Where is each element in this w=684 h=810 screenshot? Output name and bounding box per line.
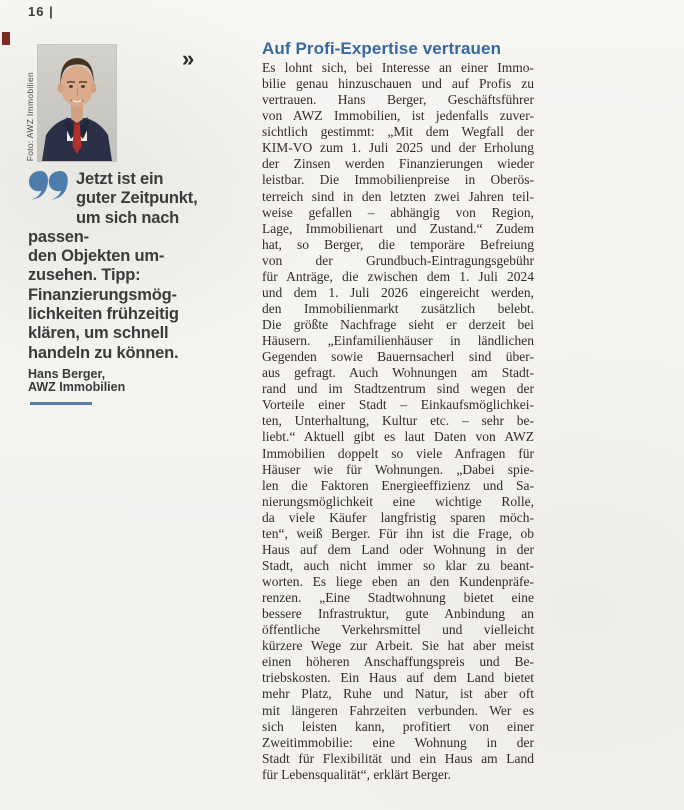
article-text-line: Vorteile einer Stadt – Einkaufsmöglichkei- [262,397,534,413]
article-text-line: Stadt, auch nicht immer so klar zu beant- [262,557,534,573]
portrait-photo [38,45,116,161]
photo-credit: Foto: AWZ Immobilien [25,71,35,161]
article-text-line: öffentliche Verkehrsmittel und vielleicht [262,622,534,638]
article-body [262,60,534,783]
article-text-line: Zweitimmobilie: eine Wohnung in der [262,734,534,750]
quote-marks-icon [28,170,76,209]
article-text-line: für Anträge, die zwischen dem 1. Juli 2024 [262,268,534,284]
quote-line: um sich nach passen- [28,208,180,246]
article-column [262,40,534,783]
article-text-line: mehr Platz, Ruhe und Natur, ist aber oft [262,686,534,702]
article-text-line: einen höheren Anschaffungspreis und Be- [262,654,534,670]
article-text-line: KIM-VO zum 1. Juli 2025 und der Erholung [262,140,534,156]
article-text-line: kürzere Wege zur Arbeit. Sie hat aber meist [262,638,534,654]
quote-line: klären, um schnell [28,324,169,343]
article-text-line: Die größte Nachfrage sieht er derzeit bei [262,317,534,332]
article-text-line: renzen. „Eine Stadtwohnung bietet eine [262,590,534,606]
article-text-line: nierungsmöglichkeit eine wichtige Rolle, [262,493,534,509]
article-text-line: bessere Infrastruktur, gute Anbindung an [262,606,534,622]
quote-line: guter Zeitpunkt, [76,189,198,208]
article-text-line: weise gefallen – abhängig von Region, [262,204,534,220]
article-text-line: Häusern. „Einfamilienhäuser in ländlichen [262,333,534,349]
article-text-line: und dem 1. Juli 2026 eingereicht werden, [262,284,534,300]
article-text-line: den Immobilienmarkt zusätzlich belebt. [262,300,534,316]
quote-attribution [28,368,242,394]
quote-line: handeln zu können. [28,343,179,362]
article-text-line: Stadt für Flexibilität und ein Haus am Land [262,750,534,766]
article-text-line: hat, so Berger, die temporäre Befreiung [262,236,534,252]
article-text-line: leistbar. Die Immobilienpreise in Oberös- [262,172,534,188]
article-text-line: rand und im Stadtzentrum sind wegen der [262,381,534,397]
quote-line: zusehen. Tipp: [28,266,141,285]
article-text-line: Lage, Immobilienart und Zustand.“ Zudem [262,220,534,236]
article-text-line: mit längeren Fahrzeiten verbunden. Wer es [262,702,534,718]
article-text-line: bilie genau hinzuschauen und auf Profis zu [262,76,534,92]
article-text-line: von der Grundbuch-Eintragungsgebühr [262,252,534,268]
article-text-line: Immobilien doppelt so viele Anfragen für [262,445,534,461]
attribution-name: Hans Berger, [28,366,106,381]
quote-line: Jetzt ist ein [76,170,164,188]
continuation-mark: » [182,46,195,71]
article-text-line: Es lohnt sich, bei Interesse an einer Immo- [262,60,534,75]
article-text-line: Häuser wie für Wohnungen. „Dabei spie- [262,461,534,477]
page-edge-mark [2,32,10,45]
article-text-line: für Lebensqualität“, erklärt Berger. [262,766,452,782]
article-text-line: ten“, weiß Berger. Für ihn ist die Frage, ob [262,525,534,541]
pull-quote [28,170,242,405]
article-text-line: sichtlich gestimmt: „Mit dem Wegfall der [262,124,534,140]
article-text-line: da viele Käufer langfristig sparen möch- [262,509,534,525]
portrait-figure [25,45,116,161]
quote-divider [30,402,92,406]
article-text-line: von AWZ Immobilien, ist jedenfalls zuver- [262,108,534,124]
article-text-line: liebt.“ Aktuell gibt es laut Daten von AWZ [262,429,534,445]
article-text-line: len die Faktoren Energieeffizienz und Sa- [262,477,534,493]
quote-line: Finanzierungsmög- [28,285,177,304]
article-text-line: sich leisten kann, profitiert von einer [262,718,534,734]
attribution-org: AWZ Immobilien [28,379,126,394]
article-text-line: terreich sind in den letzten zwei Jahren teil- [262,188,534,204]
article-text-line: Gegenden sowie Bauernsacherl sind über- [262,349,534,365]
quote-line: lichkeiten frühzeitig [28,305,179,324]
article-text-line: ten, Unterhaltung, Kultur etc. – sehr be- [262,413,534,429]
article-text-line: Haus auf dem Land oder Wohnung in der [262,541,534,557]
article-text-line: der Zinsen werden Finanzierungen wieder [262,156,534,172]
article-text-line: worten. Es liege eben an den Kundenpräfe- [262,574,534,589]
article-text-line: triebskosten. Ein Haus auf dem Land bietet [262,670,534,686]
page-number: 16 | [28,4,54,19]
quote-line: den Objekten um- [28,247,165,266]
article-heading: Auf Profi-Expertise vertrauen [262,39,502,58]
article-text-line: vertrauen. Hans Berger, Geschäftsführer [262,92,534,108]
article-text-line: aus gefragt. Auch Wohnungen am Stadt- [262,365,534,381]
